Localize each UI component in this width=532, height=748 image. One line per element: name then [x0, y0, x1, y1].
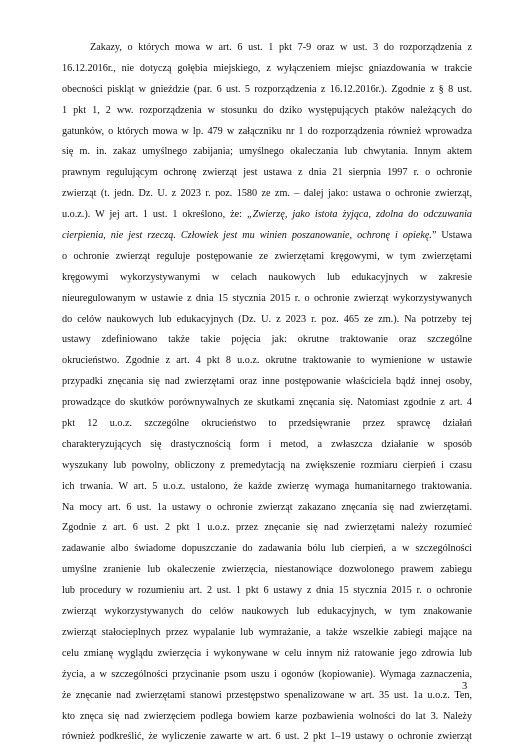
text-line: prowadzące do skutków porównywalnych ze skutkami znęcania się. Natomiast zgodnie z art. 4 — [62, 397, 472, 409]
quote-segment: cierpienia, nie jest rzeczą. Człowiek jest mu winien poszanowanie, ochronę i opiekę. — [62, 230, 432, 242]
text-line: nieuregulowanym w ustawie z dnia 15 stycznia 2015 r. o ochronie zwierząt wykorzystywanych — [62, 292, 472, 304]
text-line: się m. in. zakaz umyślnego zabijania; umyślnego okaleczania lub chwytania. Innym aktem — [62, 146, 472, 158]
text-line: 1 pkt 1, 2 ww. rozporządzenia w stosunku do dziko występujących ptaków należących do — [62, 104, 472, 116]
text-line: zadawanie albo świadome dopuszczanie do zadawania bólu lub cierpień, a w szczególności — [62, 543, 472, 555]
text-line: ustawy zdefiniowano także takie pojęcia jak: okrutne traktowanie oraz szczególne — [62, 334, 472, 346]
text-line: zwierząt stałocieplnych przez wypalanie lub wymrażanie, a także wszelkie zabiegi mające na — [62, 626, 472, 638]
text-line: że znęcanie nad zwierzętami stanowi przestępstwo spenalizowane w art. 35 ust. 1a u.o.z. Ten, — [62, 689, 472, 701]
text-line: okrucieństwo. Zgodnie z art. 4 pkt 8 u.o.z. okrutne traktowanie to wymienione w ustawie — [62, 355, 472, 367]
text-line: ich trwania. W art. 5 u.o.z. ustalono, że każde zwierzę wymaga humanitarnego traktowania. — [62, 480, 472, 492]
text-line-with-quote — [62, 226, 472, 247]
text-line-with-quote — [62, 205, 472, 226]
text-line: umyślne zranienie lub okaleczenie zwierzęcia, niestanowiące dozwolonego prawem zabiegu — [62, 564, 472, 576]
quote-segment: „Zwierzę, jako istota żyjąca, zdolna do odczuwania — [246, 209, 473, 221]
text-line: obecności piskląt w gnieździe (par. 6 ust. 5 rozporządzenia z 16.12.2016r.). Zgodnie z § 8 ust. — [62, 83, 472, 95]
text-line: kto znęca się nad zwierzęciem podlega bowiem karze pozbawienia wolności do lat 3. Należy — [62, 710, 472, 722]
text-line: kręgowymi wykorzystywanymi w celach naukowych lub edukacyjnych w zakresie — [62, 271, 472, 283]
text-line: Zakazy, o których mowa w art. 6 ust. 1 pkt 7-9 oraz w ust. 3 do rozporządzenia z — [90, 42, 472, 53]
text-line: gatunków, o których mowa w lp. 479 w załączniku nr 1 do rozporządzenia również wprowadza — [62, 125, 472, 137]
text-line: wyszukany lub powolny, obliczony z premedytacją na zwiększenie rozmiaru cierpień i czasu — [62, 459, 472, 471]
text-line: do celów naukowych lub edukacyjnych (Dz. U. z 2023 r. poz. 465 ze zm.). Na potrzeby tej — [62, 313, 472, 325]
text-line: o ochronie zwierząt reguluje postępowanie ze zwierzętami kręgowymi, w tym zwierzętami — [62, 250, 472, 262]
text-line: zwierząt wykorzystywanych do celów naukowych lub edukacyjnych, w tym znakowanie — [62, 606, 472, 618]
text-line: Na mocy art. 6 ust. 1a ustawy o ochronie zwierząt zakazano znęcania się nad zwierzętami. — [62, 501, 472, 513]
text-line: charakteryzujących się drastycznością form i metod, a zwłaszcza działanie w sposób — [62, 438, 472, 450]
text-line: lub procedury w rozumieniu art. 2 ust. 1 pkt 6 ustawy z dnia 15 stycznia 2015 r. o ochronie — [62, 585, 472, 597]
page-number: 3 — [462, 681, 468, 692]
text-line: 16.12.2016r., nie dotyczą gołębia miejskiego, z wyłączeniem miejsc gniazdowania w trakcie — [62, 62, 472, 74]
text-line: życia, a w szczególności przycinanie psom uszu i ogonów (kopiowanie). Wymaga zaznaczenia, — [62, 668, 472, 680]
text-segment: u.o.z.). W jej art. 1 ust. 1 określono, że: — [62, 209, 247, 221]
text-line: pkt 12 u.o.z. szczególne okrucieństwo to przedsięwranie przez sprawcę działań — [62, 418, 472, 430]
text-line: przypadki znęcania się nad zwierzętami oraz inne postępowanie właściciela bądź innej osoby, — [62, 376, 472, 388]
text-line: zwierząt (t. jedn. Dz. U. z 2023 r. poz. 1580 ze zm. – dalej jako: ustawa o ochronie zwierząt, — [62, 188, 472, 200]
text-line: również podkreślić, że wyliczenie zawarte w art. 6 ust. 2 pkt 1–19 ustawy o ochronie zwierząt — [62, 731, 472, 743]
text-line: prawnym regulującym ochronę zwierząt jest ustawa z dnia 21 sierpnia 1997 r. o ochronie — [62, 167, 472, 179]
text-line: Zgodnie z art. 6 ust. 2 pkt 1 u.o.z. przez znęcanie się nad zwierzętami należy rozumieć — [62, 522, 472, 534]
body-text — [62, 38, 472, 748]
text-segment: ” Ustawa — [431, 230, 472, 242]
text-line: celu zmianę wyglądu zwierzęcia i wykonywane w celu innym niż ratowanie jego zdrowia lub — [62, 647, 472, 659]
